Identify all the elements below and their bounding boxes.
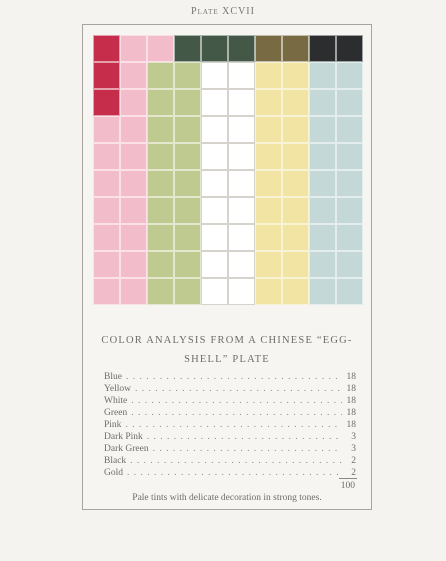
swatch-dark-green: [174, 35, 201, 62]
swatch-green: [174, 143, 201, 170]
total-count: 100: [340, 481, 355, 491]
color-name: White: [104, 396, 128, 406]
color-count: 18: [346, 372, 356, 382]
swatch-pink: [93, 143, 120, 170]
swatch-yellow: [282, 197, 309, 224]
swatch-white: [201, 143, 228, 170]
swatch-pink: [120, 35, 147, 62]
swatch-gold: [255, 35, 282, 62]
swatch-blue: [309, 116, 336, 143]
swatch-white: [201, 170, 228, 197]
color-count: 18: [346, 408, 356, 418]
swatch-blue: [309, 143, 336, 170]
color-swatch-grid: [93, 35, 363, 305]
swatch-white: [228, 278, 255, 305]
swatch-white: [201, 251, 228, 278]
swatch-green: [174, 116, 201, 143]
color-name: Dark Green: [104, 444, 149, 454]
swatch-pink: [120, 224, 147, 251]
swatch-green: [147, 224, 174, 251]
color-count: 18: [346, 420, 356, 430]
swatch-green: [174, 251, 201, 278]
swatch-yellow: [255, 116, 282, 143]
swatch-pink: [120, 251, 147, 278]
swatch-white: [201, 62, 228, 89]
analysis-row-green: [104, 407, 356, 419]
analysis-row-blue: [104, 371, 356, 383]
swatch-white: [228, 116, 255, 143]
color-analysis-list: [104, 371, 356, 479]
swatch-blue: [336, 116, 363, 143]
plate-frame: [82, 24, 372, 510]
swatch-pink: [120, 62, 147, 89]
swatch-green: [147, 170, 174, 197]
swatch-yellow: [282, 143, 309, 170]
color-name: Dark Pink: [104, 432, 143, 442]
swatch-pink: [93, 251, 120, 278]
swatch-blue: [309, 62, 336, 89]
analysis-row-white: [104, 395, 356, 407]
swatch-yellow: [282, 89, 309, 116]
color-name: Black: [104, 456, 127, 466]
swatch-pink: [93, 278, 120, 305]
swatch-white: [228, 197, 255, 224]
analysis-row-yellow: [104, 383, 356, 395]
swatch-white: [228, 170, 255, 197]
swatch-dark-pink: [93, 62, 120, 89]
swatch-yellow: [255, 143, 282, 170]
plate-title-line-2: SHELL” PLATE: [184, 354, 270, 365]
swatch-white: [228, 251, 255, 278]
swatch-blue: [309, 197, 336, 224]
swatch-yellow: [255, 278, 282, 305]
swatch-blue: [336, 143, 363, 170]
swatch-white: [228, 62, 255, 89]
color-name: Gold: [104, 468, 123, 478]
swatch-blue: [336, 278, 363, 305]
swatch-green: [147, 116, 174, 143]
color-count: 2: [351, 456, 356, 466]
swatch-white: [228, 224, 255, 251]
swatch-yellow: [282, 278, 309, 305]
swatch-gold: [282, 35, 309, 62]
swatch-blue: [336, 62, 363, 89]
swatch-yellow: [282, 251, 309, 278]
swatch-yellow: [282, 170, 309, 197]
swatch-white: [201, 89, 228, 116]
swatch-pink: [120, 197, 147, 224]
swatch-dark-green: [201, 35, 228, 62]
swatch-green: [174, 170, 201, 197]
plate-title: [83, 331, 371, 369]
swatch-yellow: [255, 251, 282, 278]
color-name: Green: [104, 408, 128, 418]
swatch-green: [147, 89, 174, 116]
swatch-dark-pink: [93, 35, 120, 62]
plate-title-line-1: COLOR ANALYSIS FROM A CHINESE “EGG-: [101, 335, 353, 346]
total-rule: [339, 478, 357, 479]
swatch-green: [174, 278, 201, 305]
swatch-blue: [336, 251, 363, 278]
swatch-green: [147, 62, 174, 89]
analysis-row-pink: [104, 419, 356, 431]
swatch-white: [201, 116, 228, 143]
swatch-dark-pink: [93, 89, 120, 116]
plate-number: Plate XCVII: [191, 6, 255, 17]
swatch-white: [201, 197, 228, 224]
swatch-pink: [93, 116, 120, 143]
swatch-yellow: [255, 89, 282, 116]
swatch-yellow: [255, 170, 282, 197]
color-name: Blue: [104, 372, 122, 382]
swatch-green: [147, 278, 174, 305]
analysis-row-black: [104, 455, 356, 467]
swatch-yellow: [282, 116, 309, 143]
color-count: 2: [351, 468, 356, 478]
swatch-blue: [309, 278, 336, 305]
swatch-pink: [93, 170, 120, 197]
swatch-pink: [120, 170, 147, 197]
swatch-white: [228, 89, 255, 116]
swatch-white: [201, 278, 228, 305]
swatch-blue: [309, 89, 336, 116]
swatch-white: [228, 143, 255, 170]
swatch-green: [147, 251, 174, 278]
color-count: 3: [351, 432, 356, 442]
swatch-green: [147, 197, 174, 224]
swatch-yellow: [282, 62, 309, 89]
swatch-blue: [309, 170, 336, 197]
swatch-blue: [336, 170, 363, 197]
color-name: Pink: [104, 420, 122, 430]
analysis-row-dark-green: [104, 443, 356, 455]
swatch-white: [201, 224, 228, 251]
swatch-blue: [309, 251, 336, 278]
swatch-blue: [309, 224, 336, 251]
swatch-green: [147, 143, 174, 170]
swatch-blue: [336, 224, 363, 251]
plate-caption: Pale tints with delicate decoration in strong tones.: [132, 493, 322, 503]
swatch-blue: [336, 89, 363, 116]
swatch-yellow: [255, 224, 282, 251]
swatch-pink: [120, 143, 147, 170]
swatch-green: [174, 89, 201, 116]
swatch-blue: [336, 197, 363, 224]
color-count: 18: [346, 396, 356, 406]
color-count: 18: [346, 384, 356, 394]
swatch-green: [174, 224, 201, 251]
swatch-pink: [120, 116, 147, 143]
swatch-black: [309, 35, 336, 62]
swatch-yellow: [255, 197, 282, 224]
swatch-yellow: [255, 62, 282, 89]
swatch-pink: [120, 278, 147, 305]
swatch-yellow: [282, 224, 309, 251]
color-name: Yellow: [104, 384, 132, 394]
swatch-pink: [147, 35, 174, 62]
color-count: 3: [351, 444, 356, 454]
swatch-green: [174, 197, 201, 224]
analysis-row-dark-pink: [104, 431, 356, 443]
analysis-row-gold: [104, 467, 356, 479]
swatch-pink: [93, 224, 120, 251]
swatch-black: [336, 35, 363, 62]
swatch-dark-green: [228, 35, 255, 62]
swatch-pink: [120, 89, 147, 116]
swatch-green: [174, 62, 201, 89]
swatch-pink: [93, 197, 120, 224]
